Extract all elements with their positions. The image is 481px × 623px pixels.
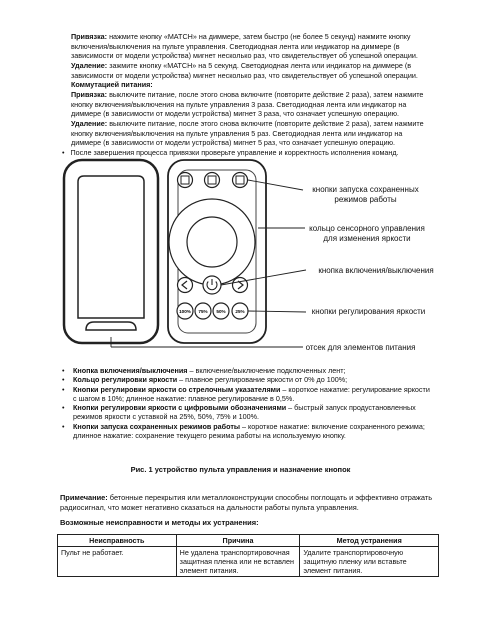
legend-title: Кнопка включения/выключения [73,366,188,375]
brightness-50-label: 50% [216,309,226,314]
arrow-power-buttons [178,276,248,294]
cell-fault: Пульт не работает. [58,547,177,577]
table-header-row [58,535,439,547]
legend-text: – включение/выключение подключенных лент; [187,366,346,375]
touch-ring-callout: кольцо сенсорного управления для изменения яркости [309,224,425,243]
button-legend-list [62,366,433,441]
bind2-title: Привязка: [71,90,108,99]
switched-power-title: Коммутацией питания: [71,80,153,89]
brightness-25-label: 25% [235,309,245,314]
legend-text: – плавное регулирование яркости от 0% до 100%; [177,375,348,385]
delete2-text: выключите питание, после этого снова включите (повторите действие 2 раза), затем нажмите кнопку включения/выключения на пульте управления 5 раз. Светодиодная лента или индикатор на диммере (в зависимости от модели устройства) мигнет 5 раз, что означает успешную операцию. [71,119,424,147]
table-row [58,547,439,577]
scene-buttons-callout: кнопки запуска сохраненных режимов работы [312,185,419,204]
remote-back-view [64,160,158,343]
brightness-75-label: 75% [198,309,208,314]
delete-text: зажмите кнопку «MATCH» на 5 секунд. Светодиодная лента или индикатор на диммере (в зависимости от модели устройства) мигнет несколько раз, что свидетельствует об успешной операции. [71,61,418,80]
header-fix: Метод устранения [300,535,439,547]
legend-item: • Кнопки запуска сохраненных режимов работы – короткое нажатие: включение сохраненного режима; длинное нажатие: сохранение текущего режима работы на используемую кнопку. [62,421,425,441]
cell-fix: Удалите транспортировочную защитную пленку или вставьте элемент питания. [300,547,439,577]
header-cause: Причина [176,535,300,547]
legend-text: – короткое нажатие: включение сохраненного режима; длинное нажатие: сохранение текущего режима работы на используемую кнопку. [73,421,425,441]
figure-caption: Рис. 1 устройство пульта управления и назначение кнопок [130,465,351,474]
bullet-dot: • [62,148,71,157]
legend-item: • Кольцо регулировки яркости – плавное регулирование яркости от 0% до 100%; [62,375,348,385]
brightness-100-label: 100% [179,309,191,314]
bind-title: Привязка: [71,32,108,41]
delete2-title: Удаление: [71,119,108,128]
faults-table [57,534,439,577]
faults-heading: Возможные неисправности и методы их устранения: [60,518,259,527]
legend-item: • Кнопка включения/выключения – включение/выключение подключенных лент; [62,366,346,375]
legend-title: Кнопки регулировки яркости с цифровыми обозначениями [73,403,287,413]
cell-cause: Не удалена транспортировочная защитная пленка или не вставлен элемент питания. [176,547,300,577]
legend-title: Кнопки регулировки яркости со стрелочным указателями [73,384,281,394]
legend-item: • Кнопки регулировки яркости с цифровыми обозначениями – быстрый запуск продустановленных режимов яркости с уставкой на 25%, 50%, 75% и 100%. [62,403,416,422]
after-pairing-text: После завершения процесса привязки проверьте управление и корректность исполнения команд. [70,148,399,157]
remote-front-view [168,160,266,343]
delete-title: Удаление: [71,61,108,70]
bind2-text: выключите питание, после этого снова включите (повторите действие 2 раза), затем нажмите кнопку включения/выключения на пульте управления 3 раза. Светодиодная лента или индикатор на диммере (в зависимости от модели устройства) мигнет 3 раза, что означает успешную операцию. [71,90,424,118]
power-button-callout: кнопка включения/выключения [318,266,434,275]
legend-item: • Кнопки регулировки яркости со стрелочным указателями – короткое нажатие: регулирование яркости с шагом в 10%; длинное нажатие: плавное регулирование в 0,5%. [62,384,430,403]
legend-title: Кольцо регулировки яркости [73,375,178,385]
legend-text: – быстрый запуск продустановленных режимов яркости с уставкой на 25%, 50%, 75% и 100%. [73,403,416,422]
battery-callout: отсек для элементов питания [305,343,416,352]
legend-text: – короткое нажатие: регулирование яркости с шагом в 10%; длинное нажатие: плавное регулирование в 0,5%. [73,384,430,403]
note-text: бетонные перекрытия или металлоконструкции способны поглощать и эффективно отражать радиосигнал, что может негативно сказаться на дальности работы пульта управления. [60,493,433,512]
note-paragraph [60,493,440,513]
header-fault: Неисправность [58,535,177,547]
brightness-buttons-callout: кнопки регулирования яркости [311,307,426,316]
touch-ring [169,199,255,285]
bind-text: нажмите кнопку «MATCH» на диммере, затем быстро (не более 5 секунд) нажмите кнопку включения/выключения на пульте управления. Светодиодная лента или индикатор на диммере (в зависимости от модели устройства) мигнет несколько раз, что свидетельствует об успешной операции. [71,32,418,60]
battery-lid [86,322,136,330]
legend-title: Кнопки запуска сохраненных режимов работы [73,421,240,431]
note-title: Примечание: [60,493,108,502]
scene-buttons [178,173,248,188]
